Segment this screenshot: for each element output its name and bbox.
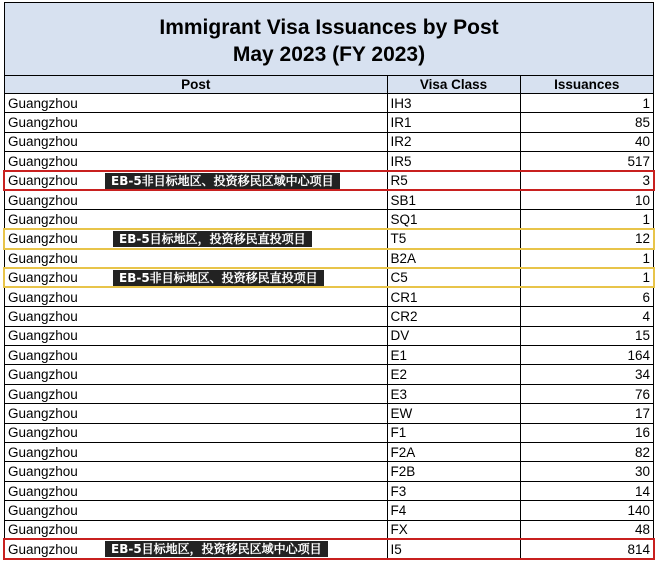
cell-issuances: 140 <box>520 501 653 520</box>
cell-post <box>5 501 387 520</box>
post-text: Guangzhou <box>8 95 78 111</box>
cell-visa-class: IH3 <box>387 94 520 113</box>
cell-post <box>5 132 387 151</box>
cell-visa-class: F4 <box>387 501 520 520</box>
table-row <box>5 539 653 558</box>
cell-issuances: 517 <box>520 152 653 171</box>
cell-issuances: 40 <box>520 132 653 151</box>
cell-issuances: 85 <box>520 113 653 132</box>
cell-post <box>5 423 387 442</box>
table-body <box>5 94 653 559</box>
cell-issuances: 1 <box>520 210 653 229</box>
table-row <box>5 152 653 171</box>
cell-issuances: 1 <box>520 249 653 268</box>
cell-issuances: 6 <box>520 287 653 306</box>
cell-post <box>5 346 387 365</box>
cell-issuances: 3 <box>520 171 653 190</box>
cell-visa-class: FX <box>387 520 520 539</box>
report-title-line1: Immigrant Visa Issuances by Post <box>159 16 499 39</box>
issuance-table <box>5 76 653 559</box>
post-text: Guangzhou <box>8 541 78 557</box>
table-row <box>5 268 653 287</box>
cell-post <box>5 287 387 306</box>
cell-visa-class: F1 <box>387 423 520 442</box>
cell-post <box>5 365 387 384</box>
post-text: Guangzhou <box>8 250 78 266</box>
visa-issuance-table-frame <box>4 2 654 560</box>
cell-post <box>5 171 387 190</box>
cell-visa-class: T5 <box>387 229 520 248</box>
cell-post <box>5 152 387 171</box>
cell-visa-class: IR2 <box>387 132 520 151</box>
cell-issuances: 76 <box>520 384 653 403</box>
cell-issuances: 164 <box>520 346 653 365</box>
cell-post <box>5 268 387 287</box>
post-text: Guangzhou <box>8 522 78 538</box>
cell-visa-class: F2B <box>387 462 520 481</box>
post-text: Guangzhou <box>8 328 78 344</box>
report-title <box>5 3 653 76</box>
post-text: Guangzhou <box>8 367 78 383</box>
cell-visa-class: I5 <box>387 539 520 558</box>
post-text: Guangzhou <box>8 386 78 402</box>
table-row <box>5 481 653 500</box>
post-text: Guangzhou <box>8 192 78 208</box>
table-row <box>5 404 653 423</box>
cell-post <box>5 326 387 345</box>
post-text: Guangzhou <box>8 231 78 247</box>
cell-visa-class: CR1 <box>387 287 520 306</box>
cell-post <box>5 539 387 558</box>
eb5-annotation-label: EB-5目标地区，投资移民区域中心项目 <box>105 541 328 557</box>
cell-issuances: 814 <box>520 539 653 558</box>
table-row <box>5 501 653 520</box>
cell-visa-class: E1 <box>387 346 520 365</box>
cell-issuances: 4 <box>520 307 653 326</box>
cell-visa-class: DV <box>387 326 520 345</box>
post-text: Guangzhou <box>8 347 78 363</box>
post-text: Guangzhou <box>8 464 78 480</box>
column-header-post: Post <box>5 76 387 94</box>
cell-issuances: 34 <box>520 365 653 384</box>
table-row <box>5 210 653 229</box>
table-row <box>5 113 653 132</box>
cell-post <box>5 307 387 326</box>
cell-visa-class: F3 <box>387 481 520 500</box>
post-text: Guangzhou <box>8 173 78 189</box>
table-row <box>5 94 653 113</box>
cell-visa-class: E3 <box>387 384 520 403</box>
cell-post <box>5 481 387 500</box>
cell-issuances: 82 <box>520 443 653 462</box>
cell-issuances: 1 <box>520 94 653 113</box>
post-text: Guangzhou <box>8 270 78 286</box>
cell-post <box>5 404 387 423</box>
eb5-annotation-label: EB-5非目标地区、投资移民区域中心项目 <box>105 173 340 189</box>
cell-issuances: 16 <box>520 423 653 442</box>
table-row <box>5 171 653 190</box>
cell-post <box>5 94 387 113</box>
post-text: Guangzhou <box>8 289 78 305</box>
cell-post <box>5 520 387 539</box>
cell-visa-class: R5 <box>387 171 520 190</box>
cell-post <box>5 384 387 403</box>
eb5-annotation-label: EB-5目标地区，投资移民直投项目 <box>113 231 312 247</box>
post-text: Guangzhou <box>8 425 78 441</box>
cell-post <box>5 210 387 229</box>
column-header-issuances: Issuances <box>520 76 653 94</box>
table-row <box>5 462 653 481</box>
table-row <box>5 520 653 539</box>
report-title-line2: May 2023 (FY 2023) <box>232 43 426 66</box>
cell-post <box>5 113 387 132</box>
cell-post <box>5 190 387 209</box>
cell-issuances: 10 <box>520 190 653 209</box>
table-row <box>5 384 653 403</box>
cell-issuances: 15 <box>520 326 653 345</box>
table-row <box>5 287 653 306</box>
cell-visa-class: C5 <box>387 268 520 287</box>
table-row <box>5 365 653 384</box>
cell-post <box>5 462 387 481</box>
cell-issuances: 14 <box>520 481 653 500</box>
table-row <box>5 132 653 151</box>
post-text: Guangzhou <box>8 502 78 518</box>
table-row <box>5 443 653 462</box>
cell-visa-class: E2 <box>387 365 520 384</box>
table-row <box>5 229 653 248</box>
post-text: Guangzhou <box>8 483 78 499</box>
post-text: Guangzhou <box>8 115 78 131</box>
eb5-annotation-label: EB-5非目标地区、投资移民直投项目 <box>113 270 324 286</box>
cell-visa-class: IR1 <box>387 113 520 132</box>
cell-post <box>5 229 387 248</box>
cell-visa-class: B2A <box>387 249 520 268</box>
post-text: Guangzhou <box>8 153 78 169</box>
column-header-visa-class: Visa Class <box>387 76 520 94</box>
cell-issuances: 30 <box>520 462 653 481</box>
table-row <box>5 307 653 326</box>
post-text: Guangzhou <box>8 308 78 324</box>
table-row <box>5 346 653 365</box>
table-row <box>5 423 653 442</box>
cell-issuances: 12 <box>520 229 653 248</box>
cell-post <box>5 443 387 462</box>
cell-post <box>5 249 387 268</box>
cell-visa-class: CR2 <box>387 307 520 326</box>
post-text: Guangzhou <box>8 405 78 421</box>
cell-visa-class: EW <box>387 404 520 423</box>
table-row <box>5 249 653 268</box>
post-text: Guangzhou <box>8 134 78 150</box>
cell-visa-class: F2A <box>387 443 520 462</box>
cell-issuances: 1 <box>520 268 653 287</box>
post-text: Guangzhou <box>8 444 78 460</box>
table-header-row <box>5 76 653 94</box>
cell-visa-class: IR5 <box>387 152 520 171</box>
cell-issuances: 17 <box>520 404 653 423</box>
cell-visa-class: SQ1 <box>387 210 520 229</box>
cell-visa-class: SB1 <box>387 190 520 209</box>
post-text: Guangzhou <box>8 212 78 228</box>
cell-issuances: 48 <box>520 520 653 539</box>
table-row <box>5 326 653 345</box>
table-row <box>5 190 653 209</box>
